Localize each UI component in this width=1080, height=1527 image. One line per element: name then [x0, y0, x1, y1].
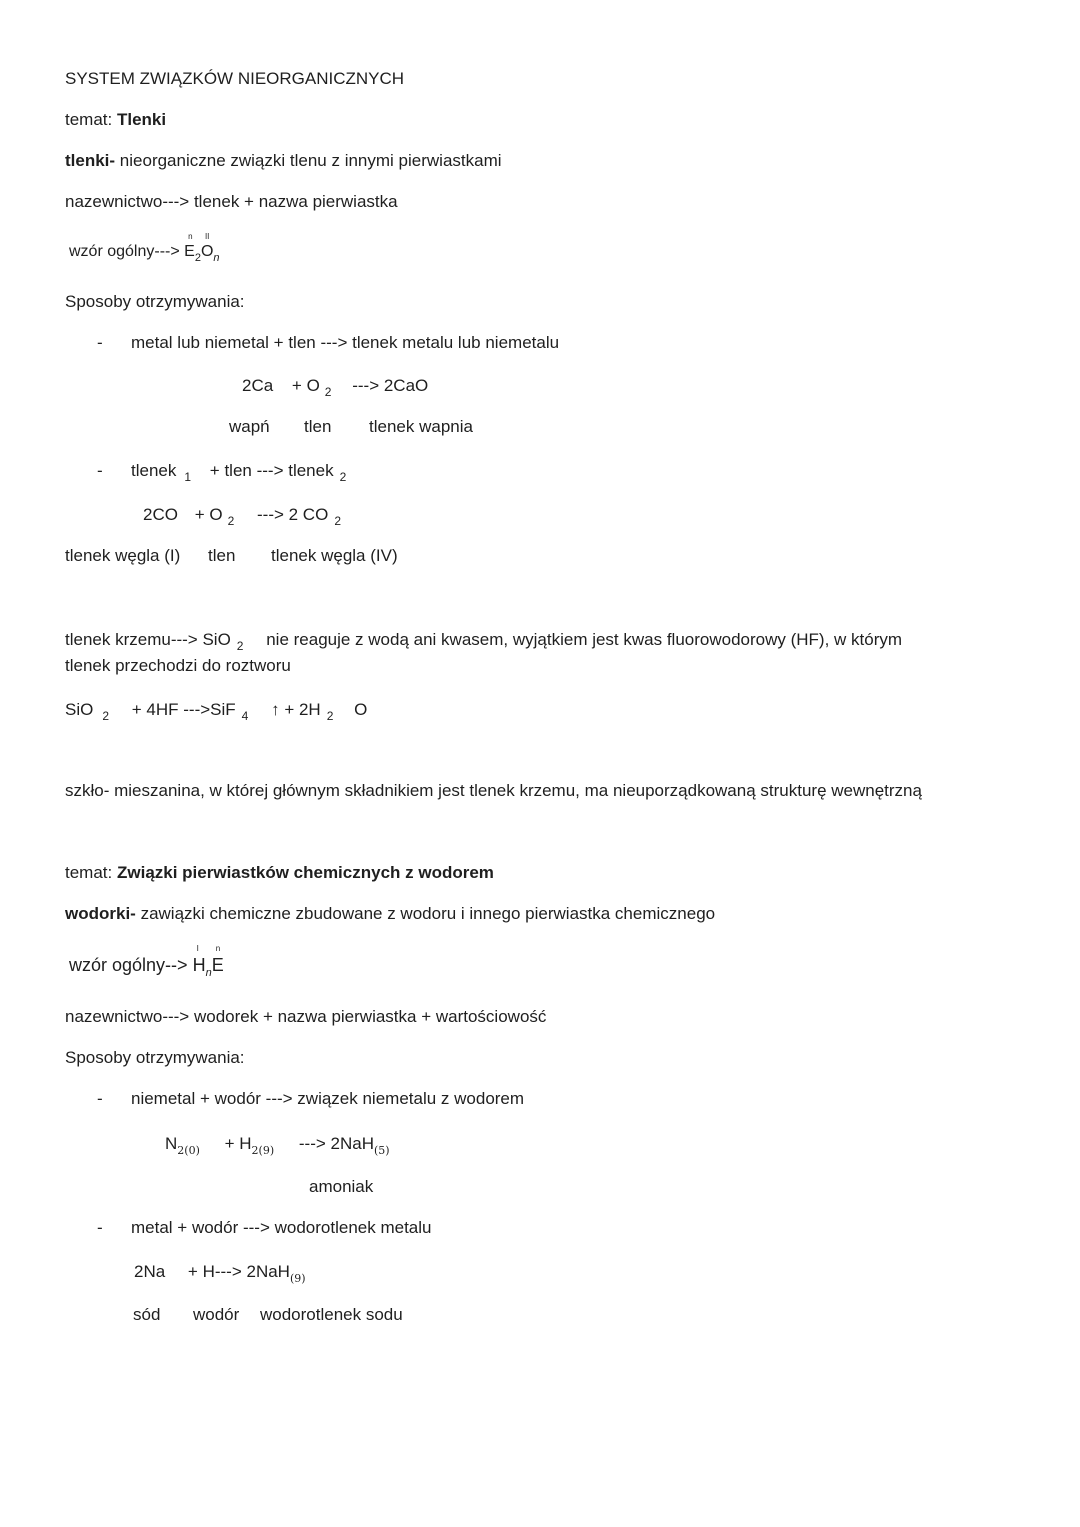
formula-element: E: [211, 955, 224, 975]
subscript: 2: [102, 709, 110, 723]
reactant: SiO: [65, 700, 94, 719]
subscript: 1: [184, 470, 192, 484]
method-2: metal + wodór ---> wodorotlenek metalu: [131, 1218, 432, 1237]
topic-tlenki: [65, 111, 166, 128]
naming-rule: nazewnictwo---> wodorek + nazwa pierwiastka + wartościowość: [65, 1007, 547, 1026]
method-text: + tlen ---> tlenek: [209, 461, 334, 480]
valence-mark: I: [196, 944, 199, 953]
topic-prefix: temat:: [65, 110, 113, 129]
reactant: + 4HF --->SiF: [131, 700, 236, 719]
reactant: N: [165, 1134, 178, 1153]
reactant: + H: [224, 1134, 252, 1153]
equation-5-label-1: sód: [133, 1305, 161, 1324]
general-formula-oxides: [69, 232, 220, 264]
topic-wodorki: [65, 864, 494, 881]
methods-heading: Sposoby otrzymywania:: [65, 1048, 245, 1067]
subscript: (9): [289, 1272, 306, 1285]
reactant: + O: [194, 505, 223, 524]
bullet-dash: -: [97, 1218, 103, 1237]
formula-element-wrap: [211, 944, 224, 975]
definition-wodorki: [65, 905, 715, 922]
product: ---> 2 CO: [257, 505, 329, 524]
bullet-dash: -: [97, 333, 103, 352]
bullet-dash: -: [97, 461, 103, 480]
glass-definition: szkło- mieszanina, w której głównym składnikiem jest tlenek krzemu, ma nieuporządkowaną strukturę wewnętrzną: [65, 781, 922, 800]
subscript: 2(9): [251, 1144, 275, 1157]
subscript: 2: [227, 514, 235, 528]
reactant: + O: [291, 376, 320, 395]
equation-4: [165, 1134, 390, 1157]
formula-expression: [184, 232, 220, 264]
formula-subscript: n: [213, 252, 220, 264]
formula-subscript: n: [205, 967, 212, 979]
equation-5: [134, 1262, 306, 1285]
equation-5-label-3: wodorotlenek sodu: [260, 1305, 403, 1324]
bullet-dash: -: [97, 1089, 103, 1108]
formula-element: E: [184, 243, 195, 260]
formula-label: wzór ogólny-->: [69, 955, 188, 975]
product: ---> 2NaH: [298, 1134, 374, 1153]
naming-rule: nazewnictwo---> tlenek + nazwa pierwiastka: [65, 192, 398, 211]
formula-oxygen: O: [200, 243, 214, 260]
subscript: 4: [241, 709, 249, 723]
equation-1-label-2: tlen: [304, 417, 332, 436]
equation-2-label-3: tlenek węgla (IV): [271, 546, 398, 565]
method-1: metal lub niemetal + tlen ---> tlenek metalu lub niemetalu: [131, 333, 560, 352]
equation-4-label: amoniak: [309, 1177, 374, 1196]
equation-1: [242, 376, 429, 399]
definition-tlenki: [65, 152, 502, 169]
topic-name: Związki pierwiastków chemicznych z wodorem: [116, 863, 494, 882]
reactant: 2CO: [143, 505, 178, 524]
silicon-oxide-note: [65, 630, 903, 653]
note-text: tlenek krzemu---> SiO: [65, 630, 231, 649]
general-formula-hydrides: [69, 944, 224, 979]
equation-2: [143, 505, 341, 528]
valence-mark: II: [204, 232, 210, 241]
subscript: 2: [324, 385, 332, 399]
equation-5-label-2: wodór: [193, 1305, 240, 1324]
note-text: nie reaguje z wodą ani kwasem, wyjątkiem jest kwas fluorowodorowy (HF), w którym: [266, 630, 903, 649]
product: + H---> 2NaH: [187, 1262, 290, 1281]
formula-oxygen-wrap: [200, 232, 214, 260]
definition-term: wodorki-: [65, 904, 136, 923]
method-2: [131, 461, 347, 484]
topic-prefix: temat:: [65, 863, 113, 882]
subscript: 2: [334, 514, 341, 528]
equation-2-label-1: tlenek węgla (I): [65, 546, 181, 565]
method-1: niemetal + wodór ---> związek niemetalu z wodorem: [131, 1089, 525, 1108]
methods-heading: Sposoby otrzymywania:: [65, 292, 245, 311]
equation-2-label-2: tlen: [208, 546, 236, 565]
valence-mark: n: [188, 232, 193, 241]
equation-3: [65, 700, 368, 723]
equation-1-label-1: wapń: [229, 417, 270, 436]
product: O: [354, 700, 368, 719]
subscript: 2(0): [177, 1144, 200, 1157]
formula-hydrogen: H: [192, 955, 206, 975]
subscript: (5): [373, 1144, 390, 1157]
subscript: 2: [339, 470, 347, 484]
definition-text: zawiązki chemiczne zbudowane z wodoru i innego pierwiastka chemicznego: [140, 904, 716, 923]
definition-text: nieorganiczne związki tlenu z innymi pierwiastkami: [119, 151, 502, 170]
silicon-oxide-note-cont: tlenek przechodzi do roztworu: [65, 656, 291, 675]
formula-label: wzór ogólny--->: [69, 243, 180, 260]
formula-expression: [192, 944, 224, 979]
document-title: SYSTEM ZWIĄZKÓW NIEORGANICZNYCH: [65, 69, 405, 88]
topic-name: Tlenki: [116, 110, 167, 129]
subscript: 2: [326, 709, 334, 723]
subscript: 2: [236, 639, 244, 653]
definition-term: tlenki-: [65, 151, 116, 170]
reactant: 2Ca: [242, 376, 274, 395]
equation-1-label-3: tlenek wapnia: [369, 417, 473, 436]
reactant: 2Na: [134, 1262, 166, 1281]
product: ↑ + 2H: [271, 700, 321, 719]
product: ---> 2CaO: [352, 376, 429, 395]
valence-mark: n: [215, 944, 221, 953]
method-text: tlenek: [131, 461, 177, 480]
formula-subscript: 2: [194, 252, 201, 264]
